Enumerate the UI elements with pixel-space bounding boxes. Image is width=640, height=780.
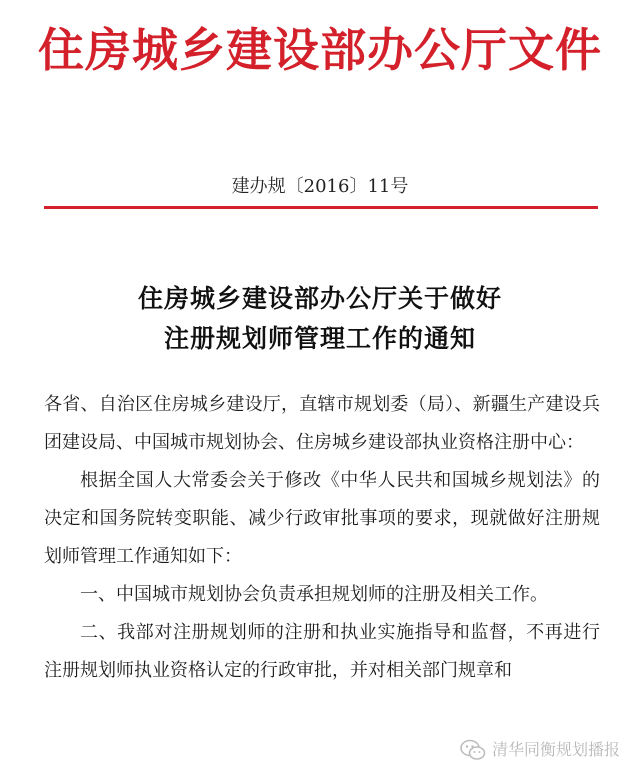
item-2-paragraph: 二、我部对注册规划师的注册和执业实施指导和监督，不再进行注册规划师执业资格认定的行政审批，并对相关部门规章和 [44, 622, 600, 681]
notice-title-line-1: 住房城乡建设部办公厅关于做好 [137, 284, 502, 313]
document-body [44, 386, 600, 690]
wechat-icon [460, 739, 486, 761]
item-1-paragraph: 一、中国城市规划协会负责承担规划师的注册及相关工作。 [80, 584, 548, 605]
document-header-title: 住房城乡建设部办公厅文件 [38, 23, 602, 77]
document-number: 建办规〔2016〕11号 [231, 176, 409, 197]
watermark-text: 清华同衡规划播报 [491, 740, 620, 759]
watermark [460, 738, 620, 762]
intro-paragraph: 根据全国人大常委会关于修改《中华人民共和国城乡规划法》的决定和国务院转变职能、减少行政审批事项的要求，现就做好注册规划师管理工作通知如下： [44, 470, 600, 567]
notice-title-line-2: 注册规划师管理工作的通知 [163, 324, 476, 353]
red-divider-line [44, 206, 598, 209]
addressees-paragraph: 各省、自治区住房城乡建设厅，直辖市规划委（局）、新疆生产建设兵团建设局、中国城市规划协会、住房城乡建设部执业资格注册中心： [44, 394, 600, 453]
